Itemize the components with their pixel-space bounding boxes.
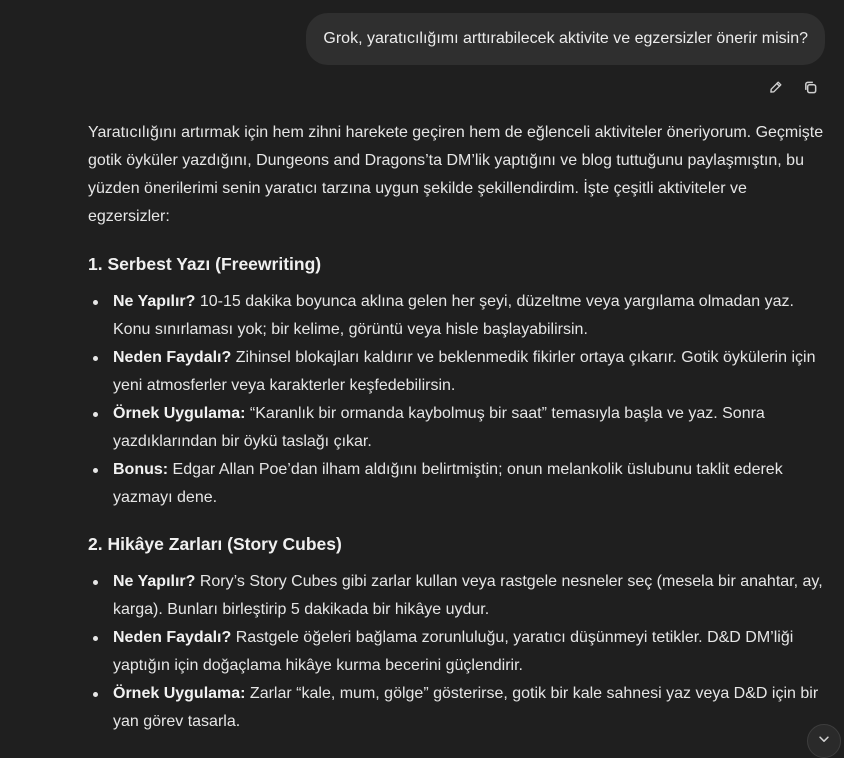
list-item (113, 568, 824, 624)
user-message-row (306, 13, 825, 65)
assistant-reply (88, 119, 824, 736)
item-text: Rastgele öğeleri bağlama zorunluluğu, yaratıcı düşünmeyi tetikler. D&D DM’liği yaptığın için doğaçlama hikâye kurma becerini güçlendirir. (113, 629, 794, 674)
pencil-icon (769, 80, 783, 94)
scroll-to-bottom-button[interactable] (807, 724, 841, 758)
user-message-bubble: Grok, yaratıcılığımı arttırabilecek aktivite ve egzersizler önerir misin? (306, 13, 825, 65)
item-label: Örnek Uygulama: (113, 405, 246, 422)
item-text: Zihinsel blokajları kaldırır ve beklenmedik fikirler ortaya çıkarır. Gotik öykülerin için yeni atmosferler veya karakterler keşfedebilirsin. (113, 349, 816, 394)
item-label: Ne Yapılır? (113, 573, 196, 590)
list-item (113, 400, 824, 456)
copy-message-button[interactable] (800, 77, 820, 97)
reply-intro: Yaratıcılığını artırmak için hem zihni harekete geçiren hem de eğlenceli aktiviteler öneriyorum. Geçmişte gotik öyküler yazdığını, Dungeons and Dragons’ta DM’lik yaptığını ve blog tuttuğunu paylaşmıştın, bu yüzden önerilerimi senin yaratıcı tarzına uygun şekilde şekillendirdim. İşte çeşitli aktiviteler ve egzersizler: (88, 124, 824, 225)
section-heading-freewriting: 1. Serbest Yazı (Freewriting) (88, 254, 322, 274)
section-list-story-cubes (88, 568, 824, 736)
item-label: Neden Faydalı? (113, 629, 232, 646)
list-item (113, 288, 824, 344)
list-item (113, 680, 824, 736)
item-label: Örnek Uygulama: (113, 685, 246, 702)
item-label: Ne Yapılır? (113, 293, 196, 310)
edit-message-button[interactable] (766, 77, 786, 97)
section-list-freewriting (88, 288, 824, 512)
item-text: 10-15 dakika boyunca aklına gelen her şeyi, düzeltme veya yargılama olmadan yaz. Konu sınırlaması yok; bir kelime, görüntü veya hisle başlayabilirsin. (113, 293, 794, 338)
item-label: Neden Faydalı? (113, 349, 232, 366)
message-actions (766, 77, 820, 97)
list-item (113, 344, 824, 400)
item-text: Edgar Allan Poe’dan ilham aldığını belirtmiştin; onun melankolik üslubunu taklit ederek yazmayı dene. (113, 461, 783, 506)
copy-icon (803, 80, 818, 95)
list-item (113, 456, 824, 512)
list-item (113, 624, 824, 680)
chevron-down-icon (817, 732, 831, 751)
item-text: Zarlar “kale, mum, gölge” gösterirse, gotik bir kale sahnesi yaz veya D&D için bir yan görev tasarla. (113, 685, 819, 730)
item-text: “Karanlık bir ormanda kaybolmuş bir saat” temasıyla başla ve yaz. Sonra yazdıklarından bir öykü taslağı çıkar. (113, 405, 765, 450)
item-label: Bonus: (113, 461, 169, 478)
section-heading-story-cubes: 2. Hikâye Zarları (Story Cubes) (88, 534, 342, 554)
item-text: Rory’s Story Cubes gibi zarlar kullan veya rastgele nesneler seç (mesela bir anahtar, ay, karga). Bunları birleştirip 5 dakikada bir hikâye uydur. (113, 573, 823, 618)
